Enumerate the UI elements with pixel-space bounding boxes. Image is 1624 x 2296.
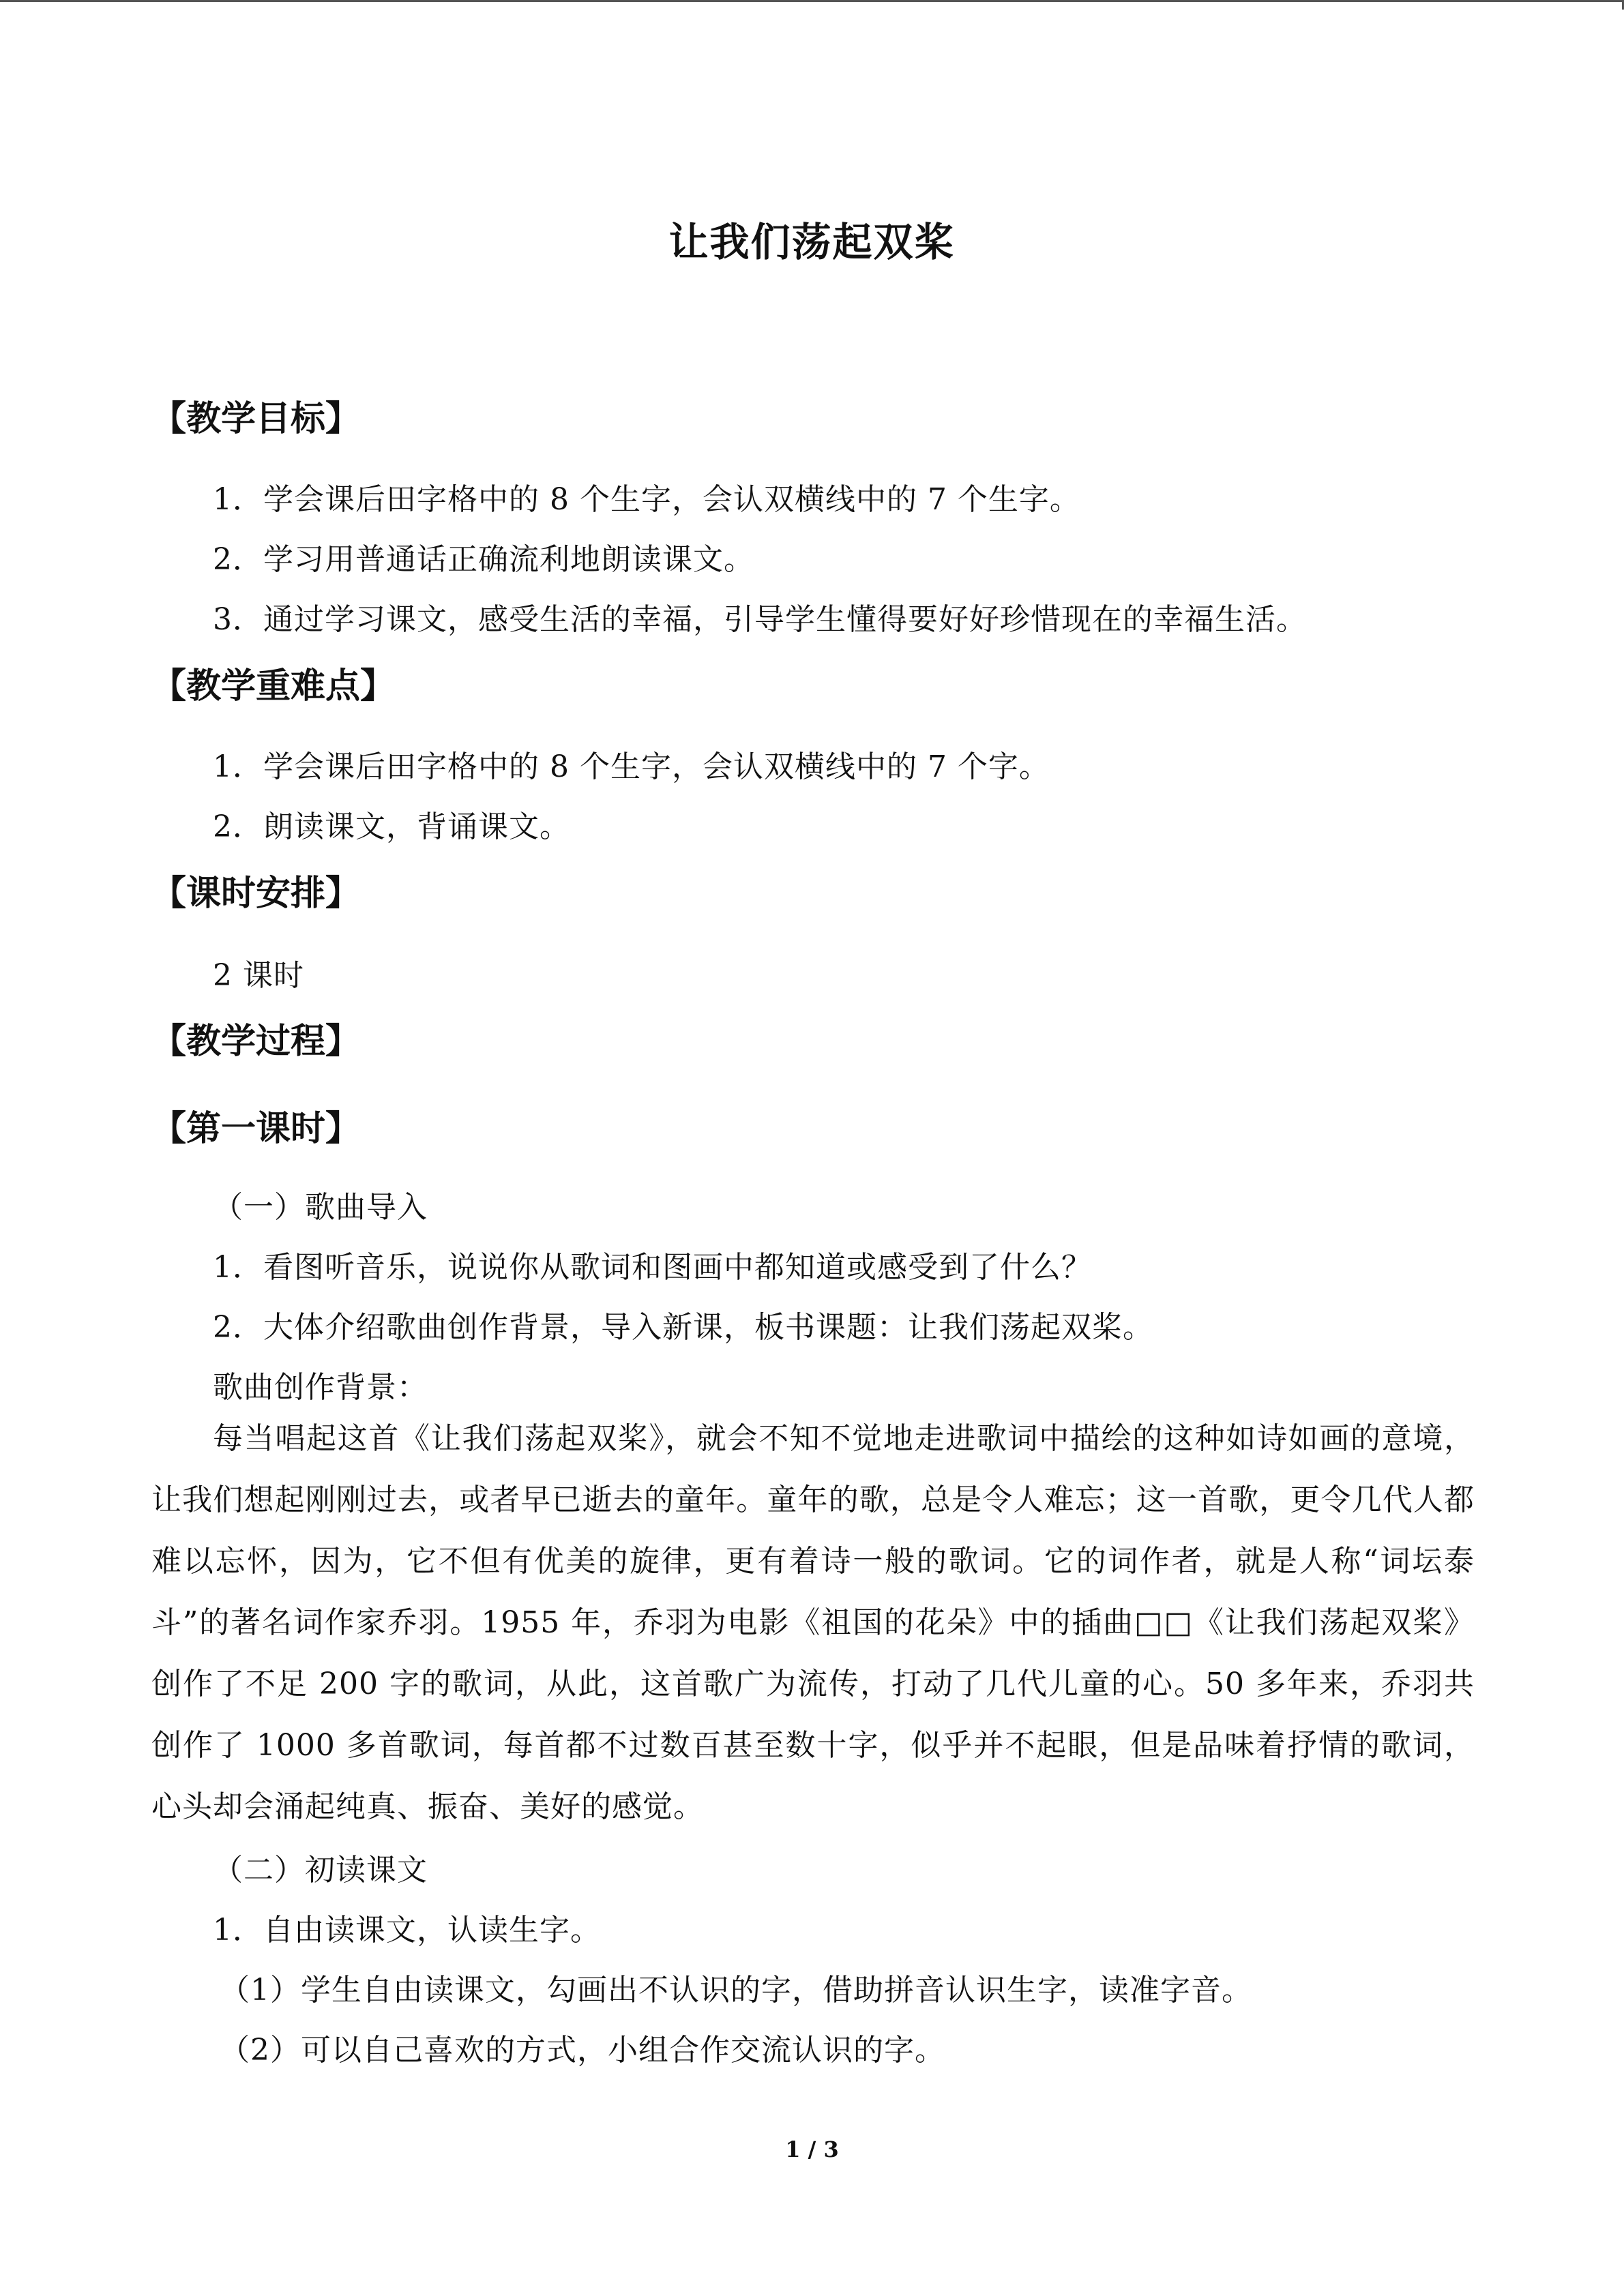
heading-teaching-goals: 【教学目标】 [151, 399, 361, 439]
key-point-item-1: 1．学会课后田字格中的 8 个生字，会认双横线中的 7 个字。 [213, 749, 1050, 784]
page-number: 1 / 3 [785, 2136, 839, 2162]
part2-item-1: 1．自由读课文，认读生字。 [213, 1913, 601, 1948]
page-title: 让我们荡起双桨 [668, 219, 956, 265]
heading-first-lesson: 【第一课时】 [151, 1109, 361, 1149]
goal-item-3: 3．通过学习课文，感受生活的幸福，引导学生懂得要好好珍惜现在的幸福生活。 [213, 602, 1307, 637]
goal-item-1: 1．学会课后田字格中的 8 个生字，会认双横线中的 7 个生字。 [213, 482, 1080, 517]
goal-item-2: 2．学习用普通话正确流利地朗读课文。 [213, 542, 754, 577]
part1-item-2: 2．大体介绍歌曲创作背景，导入新课，板书课题：让我们荡起双桨。 [213, 1310, 1153, 1345]
top-border-line [0, 0, 1624, 2]
background-paragraph: 每当唱起这首《让我们荡起双桨》，就会不知不觉地走进歌词中描绘的这种如诗如画的意境，让我们想起刚刚过去，或者早已逝去的童年。童年的歌，总是令人难忘；这一首歌，更令几代人都难以忘怀，因为，它不但有优美的旋律，更有着诗一般的歌词。它的词作者，就是人称“词坛泰斗”的著名词作家乔羽。1955 年，乔羽为电影《祖国的花朵》中的插曲□□《让我们荡起双桨》创作了不足 200 字的歌词，从此，这首歌广为流传，打动了几代儿童的心。50 多年来，乔羽共创作了 1000 多首歌词，每首都不过数百甚至数十字，似乎并不起眼，但是品味着抒情的歌词，心头却会涌起纯真、振奋、美好的感觉。 [151, 1421, 1475, 1824]
heading-schedule: 【课时安排】 [151, 874, 361, 914]
part2-sub-item-2: （2）可以自己喜欢的方式，小组合作交流认识的字。 [220, 2033, 945, 2068]
part1-item-1: 1．看图听音乐，说说你从歌词和图画中都知道或感受到了什么？ [213, 1250, 1092, 1285]
part2-title: （二）初读课文 [213, 1853, 428, 1888]
key-point-item-2: 2．朗读课文，背诵课文。 [213, 809, 570, 844]
heading-key-points: 【教学重难点】 [151, 666, 396, 706]
background-label: 歌曲创作背景： [213, 1370, 428, 1405]
part1-title: （一）歌曲导入 [213, 1190, 428, 1225]
schedule-text: 2 课时 [213, 958, 304, 993]
heading-teaching-process: 【教学过程】 [151, 1022, 361, 1062]
part2-sub-item-1: （1）学生自由读课文，勾画出不认识的字，借助拼音认识生字，读准字音。 [220, 1973, 1252, 2008]
